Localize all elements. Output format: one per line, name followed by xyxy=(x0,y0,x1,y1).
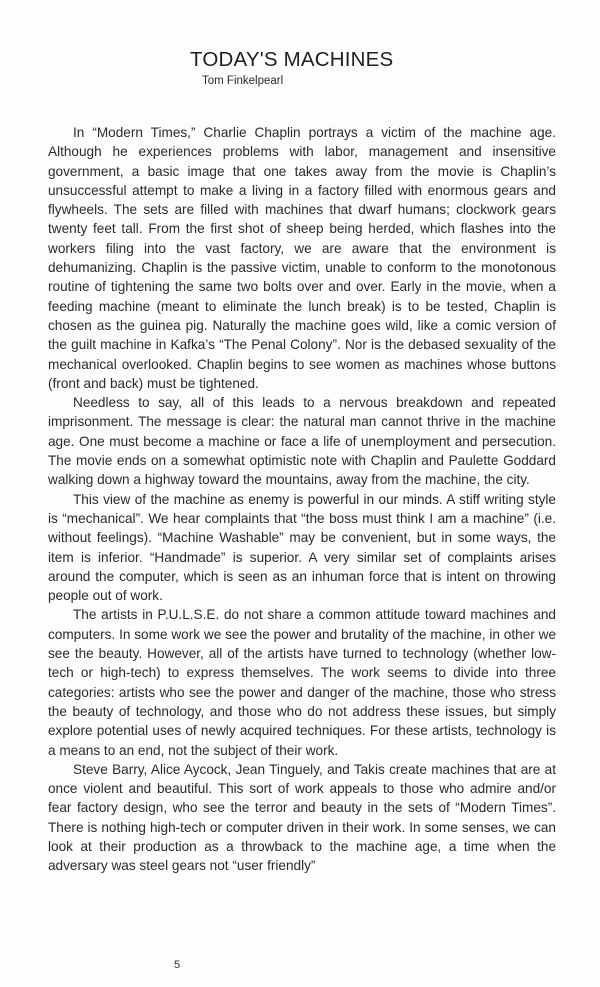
paragraph-2: Needless to say, all of this leads to a nervous breakdown and repeated imprisonment. The message is clear: the natural man cannot thrive in the machine age. One must become a machine or face a life of unemployment and persecution. The movie ends on a somewhat optimistic note with Chaplin and Paulette Goddard walking down a highway toward the mountains, away from the machine, the city. xyxy=(48,395,556,488)
paragraph-1: In “Modern Times,” Charlie Chaplin portrays a victim of the machine age. Although he experiences problems with labor, management and insensitive government, a basic image that one takes away from the movie is Chaplin’s unsuccessful attempt to make a living in a factory filled with enormous gears and flywheels. The sets are filled with machines that dwarf humans; clockwork gears twenty feet tall. From the first shot of sheep being herded, which flashes into the workers filing into the vast factory, we are aware that the environment is dehumanizing. Chaplin is the passive victim, unable to conform to the monotonous routine of tightening the same two bolts over and over. Early in the movie, when a feeding machine (meant to eliminate the lunch break) is to be tested, Chaplin is chosen as the guinea pig. Naturally the machine goes wild, like a comic version of the guilt machine in Kafka’s “The Penal Colony”. Nor is the debased sexuality of the mechanical overlooked. Chaplin begins to see women as machines whose buttons (front and back) must be tightened. xyxy=(48,125,556,391)
paragraph-4: The artists in P.U.L.S.E. do not share a common attitude toward machines and computers. In some work we see the power and brutality of the machine, in other we see the beauty. However, all of the artists have turned to technology (whether low-tech or high-tech) to express themselves. The work seems to divide into three categories: artists who see the power and danger of the machine, those who stress the beauty of technology, and those who do not address these issues, but simply explore potential uses of newly acquired techniques. For these artists, technology is a means to an end, not the subject of their work. xyxy=(48,607,556,758)
article-title: TODAY'S MACHINES xyxy=(190,48,394,71)
page-number: 5 xyxy=(174,959,181,971)
article-author: Tom Finkelpearl xyxy=(202,75,284,87)
paragraph-5: Steve Barry, Alice Aycock, Jean Tinguely, and Takis create machines that are at once violent and beautiful. This sort of work appeals to those who admire and/or fear factory design, who see the terror and beauty in the sets of “Modern Times”. There is nothing high-tech or computer driven in their work. In some senses, we can look at their production as a throwback to the machine age, a time when the adversary was steel gears not “user friendly” xyxy=(48,761,556,874)
article-body xyxy=(48,123,556,876)
paragraph-3: This view of the machine as enemy is powerful in our minds. A stiff writing style is “mechanical”. We hear complaints that “the boss must think I am a machine” (i.e. without feelings). “Machine Washable” may be convenient, but in some ways, the item is inferior. “Handmade” is superior. A very similar set of complaints arises around the computer, which is seen as an inhuman force that is intent on throwing people out of work. xyxy=(48,491,556,604)
